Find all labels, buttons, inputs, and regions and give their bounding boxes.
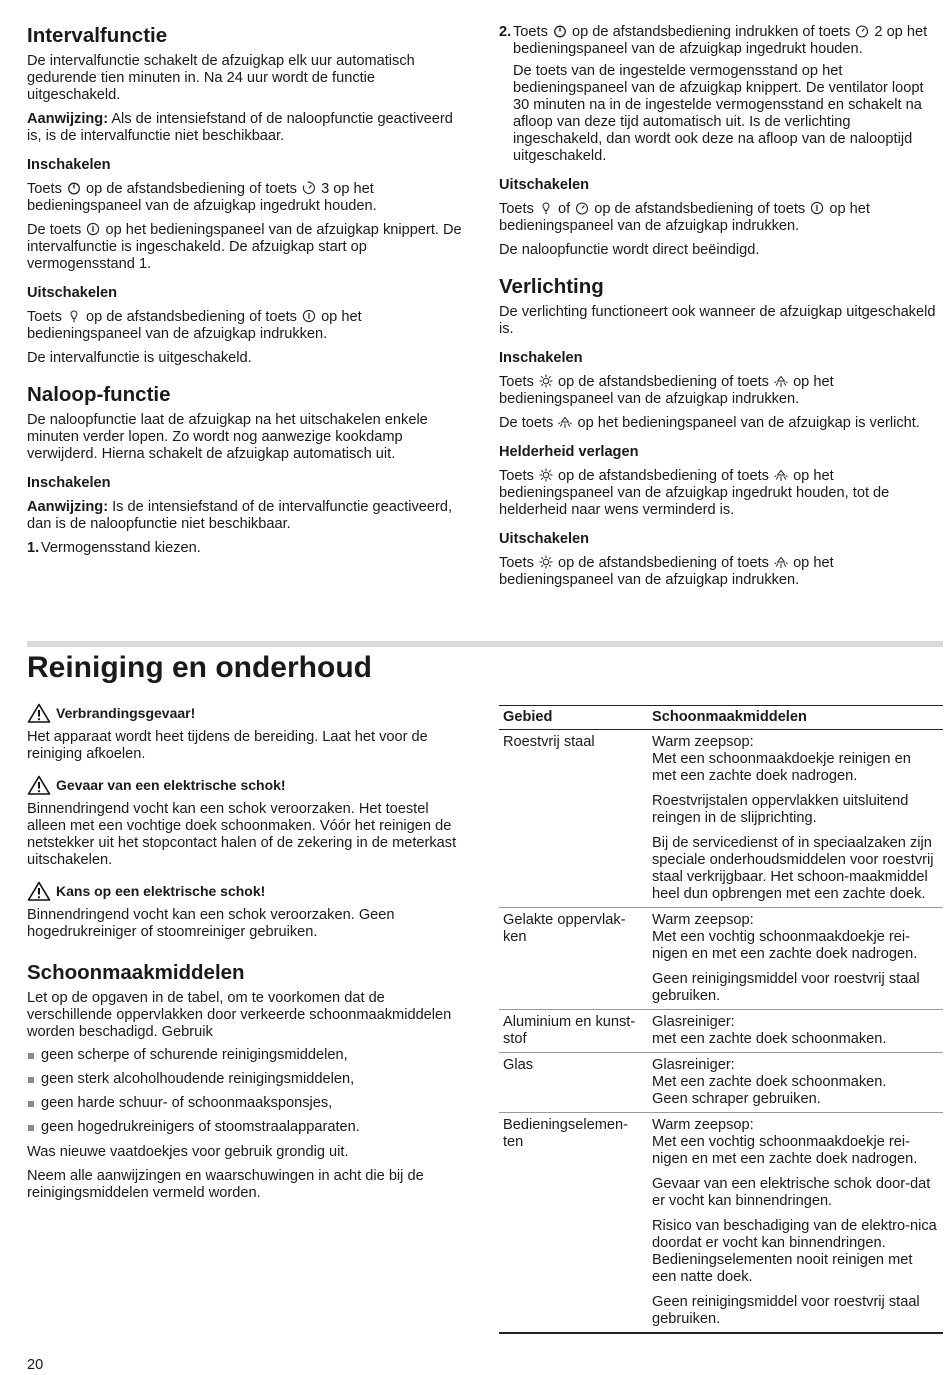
table-cell-area: Roestvrij staal [499, 730, 648, 908]
page-number: 20 [27, 1357, 44, 1373]
warning-text: Binnendringend vocht kan een schok veroorzaken. Geen hogedrukreiniger of stoomreiniger gebruiken. [27, 907, 395, 940]
table-cell-area: Glas [499, 1053, 648, 1113]
list-item: geen sterk alcoholhoudende reinigingsmiddelen, [27, 1071, 469, 1088]
light-icon [539, 374, 553, 388]
table-cell-agents [648, 1010, 943, 1053]
naloop-section [27, 383, 469, 557]
interval-off-heading: Uitschakelen [27, 285, 118, 301]
table-cell-paragraph: Roestvrijstalen oppervlakken uitsluitend reingen in de slijprichting. [652, 793, 909, 826]
table-cell-paragraph: Warm zeepsop: Met een vochtig schoonmaakdoekje rei-nigen en met een zachte doek nadrogen. [652, 1117, 918, 1167]
note-label: Aanwijzing: [27, 111, 109, 127]
lighting-dim-p1: Toets op de afstandsbediening of toets op het bedieningspaneel van de afzuigkap ingedrukt houden, tot de helderheid naar wens verminderd is. [499, 468, 890, 518]
table-cell-paragraph: Gevaar van een elektrische schok door-dat er vocht kan binnendringen. [652, 1176, 931, 1209]
naloop-off-p2: De naloopfunctie wordt direct beëindigd. [499, 242, 760, 258]
naloop-note [27, 499, 469, 533]
list-item: geen scherpe of schurende reinigingsmiddelen, [27, 1047, 469, 1064]
step-number: 2. [499, 24, 512, 40]
timer-icon [302, 181, 316, 195]
naloop-off-p1: Toets of op de afstandsbediening of toets op het bedieningspaneel van de afzuigkap indrukken. [499, 201, 870, 234]
lighting-off-p1: Toets op de afstandsbediening of toets op het bedieningspaneel van de afzuigkap indrukken. [499, 555, 834, 588]
warning-burn [27, 703, 469, 763]
table-cell-paragraph: Risico van beschadiging van de elektro-nica doordat er vocht kan binnendringen. Bedieningselementen nooit reinigen met een natte doek. [652, 1218, 937, 1285]
list-item: geen hogedrukreinigers of stoomstraalapparaten. [27, 1119, 469, 1136]
interval-intro: De intervalfunctie schakelt de afzuigkap elk uur automatisch gedurende tien minuten in. Na 24 uur wordt de functie uitgeschakeld. [27, 53, 415, 103]
table-cell-agents [648, 1053, 943, 1113]
step-2 [499, 24, 943, 165]
table-header-row [499, 706, 943, 730]
interval-on-heading: Inschakelen [27, 157, 111, 173]
naloop-on-heading: Inschakelen [27, 475, 111, 491]
table-header-agents: Schoonmaakmiddelen [648, 706, 943, 730]
interval-off-p2: De intervalfunctie is uitgeschakeld. [27, 350, 252, 366]
timer-icon [855, 24, 869, 38]
lighting-on-heading: Inschakelen [499, 350, 583, 366]
naloop-steps-cont [499, 24, 943, 165]
lamp-icon [774, 374, 788, 388]
lighting-title: Verlichting [499, 275, 604, 298]
warning-text: Binnendringend vocht kan een schok veroorzaken. Het toestel alleen met een vochtige doek schoonmaken. Vóór het reinigen de netstekker uit het stopcontact halen of de zekering in de meterkast uitschakelen. [27, 801, 457, 868]
table-header-area: Gebied [499, 706, 648, 730]
table-cell-paragraph: Warm zeepsop: Met een vochtig schoonmaakdoekje rei-nigen en met een zachte doek nadrogen. [652, 912, 918, 962]
warning-text: Het apparaat wordt heet tijdens de bereiding. Laat het voor de reiniging afkoelen. [27, 729, 428, 762]
table-row [499, 730, 943, 908]
warning-triangle-icon [27, 775, 51, 795]
note-text: Is de intensiefstand of de intervalfunctie geactiveerd, dan is de naloopfunctie niet beschikbaar. [27, 499, 453, 532]
table-body [499, 730, 943, 1334]
naloop-steps [27, 540, 469, 557]
table-cell-paragraph: Bij de servicedienst of in speciaalzaken zijn speciale onderhoudsmiddelen voor roestvrij staal verkrijgbaar. Het schoon-maakmiddel heel dun opbrengen met een zachte doek. [652, 835, 934, 902]
step-text: Vermogensstand kiezen. [41, 540, 201, 556]
interval-off-p1: Toets op de afstandsbediening of toets op het bedieningspaneel van de afzuigkap indrukken. [27, 309, 362, 342]
power-icon [67, 181, 81, 195]
info-icon [86, 222, 100, 236]
lighting-on-p2: De toets op het bedieningspaneel van de afzuigkap is verlicht. [499, 415, 920, 431]
warning-shock-2 [27, 881, 469, 941]
chapter-title: Reiniging en onderhoud [27, 651, 372, 684]
table-cell-area: Bedieningselemen-ten [499, 1113, 648, 1334]
table-row [499, 1010, 943, 1053]
info-icon [810, 201, 824, 215]
interval-on-p1: Toets op de afstandsbediening of toets 3 op het bedieningspaneel van de afzuigkap ingedrukt houden. [27, 181, 377, 214]
interval-on-p2: De toets op het bedieningspaneel van de afzuigkap knippert. De intervalfunctie is ingeschakeld. De afzuigkap start op vermogensstand 1. [27, 222, 462, 272]
timer-icon [575, 201, 589, 215]
warning-triangle-icon [27, 703, 51, 723]
warning-shock [27, 775, 469, 869]
cleaning-left-column [27, 703, 469, 1209]
lighting-intro: De verlichting functioneert ook wanneer de afzuigkap uitgeschakeld is. [499, 304, 936, 337]
info-icon [302, 309, 316, 323]
left-column [27, 24, 469, 564]
table-cell-paragraph: Warm zeepsop: Met een schoonmaakdoekje reinigen en met een zachte doek nadrogen. [652, 734, 911, 784]
warning-triangle-icon [27, 881, 51, 901]
interval-note [27, 111, 469, 145]
table-row [499, 908, 943, 1010]
warning-title: Gevaar van een elektrische schok! [56, 776, 286, 793]
table-cell-agents [648, 730, 943, 908]
step-2-p2: De toets van de ingestelde vermogensstand op het bedieningspaneel van de afzuigkap knippert. De ventilator loopt 30 minuten na in de ingestelde vermogensstand en schakelt na afloop van deze tijd automatisch uit. Is de verlichting ingeschakeld, dan wordt ook deze na afloop van de nalooptijd uitgeschakeld. [513, 63, 924, 164]
lighting-section [499, 275, 943, 589]
warning-title: Kans op een elektrische schok! [56, 882, 266, 899]
lamp-icon [558, 415, 572, 429]
table-cell-paragraph: Geen reinigingsmiddel voor roestvrij staal gebruiken. [652, 1294, 920, 1327]
step-1 [27, 540, 469, 557]
naloop-title: Naloop-functie [27, 383, 171, 406]
chapter-divider [27, 641, 943, 647]
table-row [499, 1113, 943, 1334]
list-item: geen harde schuur- of schoonmaaksponsjes, [27, 1095, 469, 1112]
table-cell-area: Gelakte oppervlak-ken [499, 908, 648, 1010]
agents-section [27, 961, 469, 1202]
cleaning-table-wrap [499, 705, 943, 1334]
table-cell-agents [648, 908, 943, 1010]
agents-list [27, 1047, 469, 1136]
table-row [499, 1053, 943, 1113]
lamp-icon [774, 468, 788, 482]
naloop-off-heading: Uitschakelen [499, 177, 590, 193]
agents-title: Schoonmaakmiddelen [27, 961, 245, 984]
table-cell-agents [648, 1113, 943, 1334]
lighting-dim-heading: Helderheid verlagen [499, 444, 639, 460]
agents-intro: Let op de opgaven in de tabel, om te voorkomen dat de verschillende oppervlakken door verkeerde schoonmaakmiddelen worden beschadigd. Gebruik [27, 990, 452, 1040]
interval-section [27, 24, 469, 367]
table-cell-area: Aluminium en kunst-stof [499, 1010, 648, 1053]
fan-off-icon [539, 201, 553, 215]
note-label: Aanwijzing: [27, 499, 109, 515]
right-column [499, 24, 943, 596]
note-text: Als de intensiefstand of de naloopfunctie geactiveerd is, is de intervalfunctie niet beschikbaar. [27, 111, 453, 144]
step-2-p1: Toets op de afstandsbediening indrukken of toets 2 op het bedieningspaneel van de afzuigkap ingedrukt houden. [513, 24, 928, 57]
lighting-off-heading: Uitschakelen [499, 531, 590, 547]
table-cell-paragraph: Geen reinigingsmiddel voor roestvrij staal gebruiken. [652, 971, 920, 1004]
naloop-intro: De naloopfunctie laat de afzuigkap na het uitschakelen enkele minuten verder lopen. Zo wordt nog aanwezige kookdamp verwijderd. Hierna schakelt de afzuigkap automatisch uit. [27, 412, 428, 462]
table-cell-paragraph: Glasreiniger: Met een zachte doek schoonmaken. Geen schraper gebruiken. [652, 1057, 887, 1107]
light-icon [539, 555, 553, 569]
light-icon [539, 468, 553, 482]
agents-after-1: Was nieuwe vaatdoekjes voor gebruik grondig uit. [27, 1144, 349, 1160]
fan-off-icon [67, 309, 81, 323]
power-icon [553, 24, 567, 38]
lighting-on-p1: Toets op de afstandsbediening of toets op het bedieningspaneel van de afzuigkap indrukken. [499, 374, 834, 407]
warning-title: Verbrandingsgevaar! [56, 704, 196, 721]
interval-title: Intervalfunctie [27, 24, 168, 47]
agents-after-2: Neem alle aanwijzingen en waarschuwingen in acht die bij de reinigingsmiddelen vermeld worden. [27, 1168, 424, 1201]
table-cell-paragraph: Glasreiniger: met een zachte doek schoonmaken. [652, 1014, 887, 1047]
step-number: 1. [27, 540, 40, 556]
cleaning-table [499, 705, 943, 1334]
lamp-icon [774, 555, 788, 569]
